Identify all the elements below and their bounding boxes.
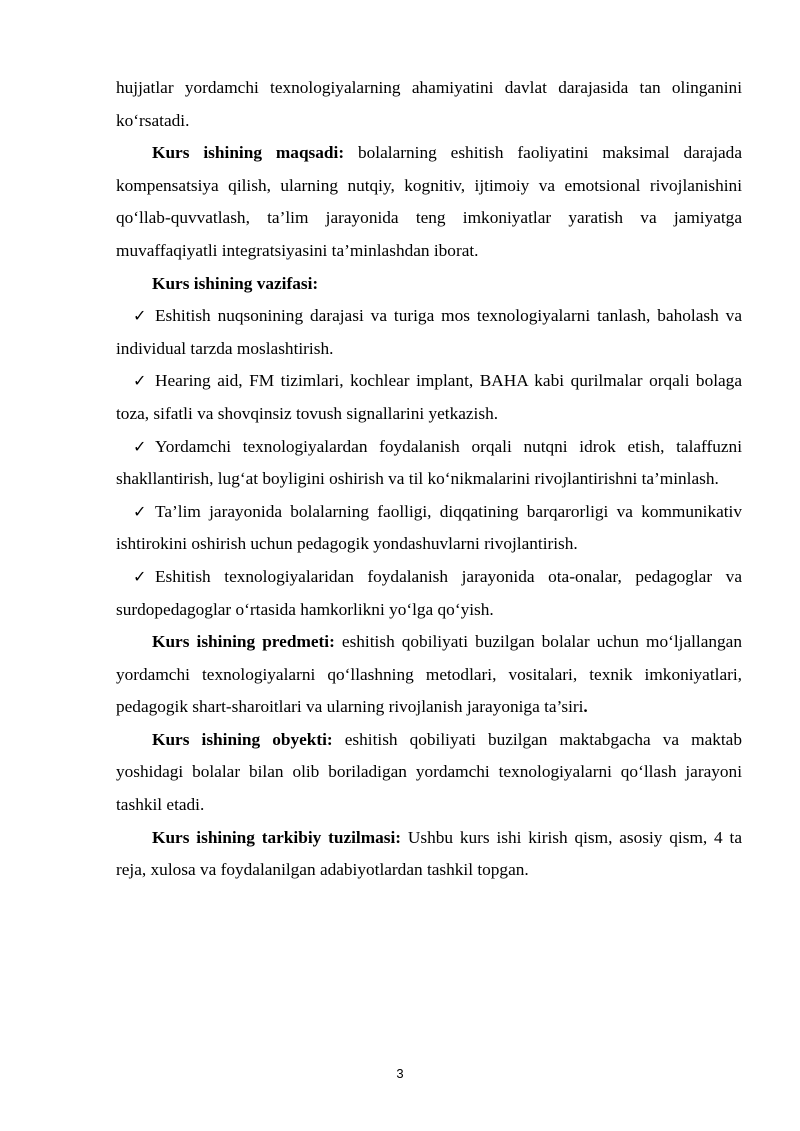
task-text: Ta’lim jarayonida bolalarning faolligi, diqqatining barqarorligi va kommunikativ ishtirokini oshirish uchun pedagogik yondashuvlarni rivojlantirish.: [116, 501, 742, 554]
object-text: eshitish qobiliyati buzilgan maktabgacha va maktab yoshidagi bolalar bilan olib boriladigan yordamchi texnologiyalarni qo‘llash jarayoni tashkil etadi.: [116, 729, 742, 815]
task-text: Hearing aid, FM tizimlari, kochlear implant, BAHA kabi qurilmalar orqali bolaga toza, sifatli va shovqinsiz tovush signallarini yetkazish.: [116, 371, 742, 423]
subject-text: eshitish qobiliyati buzilgan bolalar uchun mo‘ljallangan yordamchi texnologiyalarni qo‘llashning metodlari, vositalari, texnik imkoniyatlari, pedagogik shart-sharoitlari va ularning rivojlanish jarayoniga ta’siri: [116, 632, 742, 717]
object-label: Kurs ishining obyekti:: [152, 729, 333, 749]
check-mark-icon: ✓: [133, 566, 147, 586]
document-page: [116, 72, 742, 887]
subject-end-period: .: [583, 697, 588, 717]
check-mark-icon: ✓: [133, 371, 147, 391]
goal-text: bolalarning eshitish faoliyatini maksimal darajada kompensatsiya qilish, ularning nutqiy, kognitiv, ijtimoiy va emotsional rivojlanishini qo‘llab-quvvatlash, ta’lim jarayonida teng imkoniyatlar yaratish va jamiyatga muvaffaqiyatli integratsiyasini ta’minlashdan iborat.: [116, 143, 742, 260]
object-paragraph: [116, 724, 742, 822]
subject-label: Kurs ishining predmeti:: [152, 632, 335, 652]
goal-label: Kurs ishining maqsadi:: [152, 143, 345, 163]
intro-paragraph: [116, 72, 742, 137]
page-number: 3: [396, 1066, 404, 1081]
tasks-label: Kurs ishining vazifasi:: [152, 273, 319, 293]
task-text: Eshitish nuqsonining darajasi va turiga mos texnologiyalarni tanlash, baholash va individual tarzda moslashtirish.: [116, 306, 742, 358]
tasks-heading-paragraph: [116, 268, 742, 301]
structure-label: Kurs ishining tarkibiy tuzilmasi:: [152, 827, 402, 847]
subject-paragraph: [116, 626, 742, 724]
task-text: Eshitish texnologiyalaridan foydalanish jarayonida ota-onalar, pedagoglar va surdopedagoglar o‘rtasida hamkorlikni yo‘lga qo‘yish.: [116, 566, 742, 619]
task-list-item: [116, 300, 742, 365]
task-list-item: [116, 365, 742, 430]
task-list-item: [116, 431, 742, 496]
structure-paragraph: [116, 822, 742, 887]
check-mark-icon: ✓: [133, 306, 147, 326]
task-list-item: [116, 496, 742, 561]
task-list-item: [116, 561, 742, 626]
goal-paragraph: [116, 137, 742, 267]
check-mark-icon: ✓: [133, 501, 147, 521]
intro-text: hujjatlar yordamchi texnologiyalarning ahamiyatini davlat darajasida tan olinganini ko‘rsatadi.: [116, 78, 742, 130]
task-text: Yordamchi texnologiyalardan foydalanish orqali nutqni idrok etish, talaffuzni shakllantirish, lug‘at boyligini oshirish va til ko‘nikmalarini rivojlantirishni ta’minlash.: [116, 436, 742, 489]
check-mark-icon: ✓: [133, 436, 147, 456]
structure-text: Ushbu kurs ishi kirish qism, asosiy qism, 4 ta reja, xulosa va foydalanilgan adabiyotlardan tashkil topgan.: [116, 827, 743, 880]
